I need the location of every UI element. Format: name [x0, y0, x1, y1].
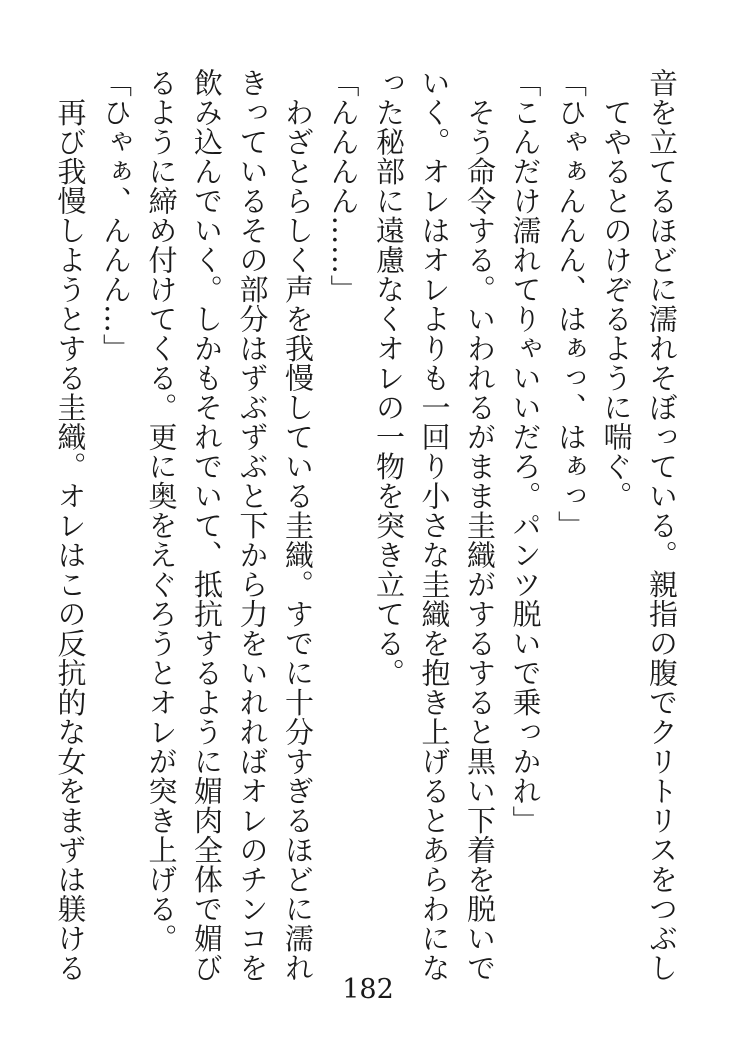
text-line-14: 再び我慢しようとする圭織。オレはこの反抗的な女をまずは躾ける — [53, 68, 88, 983]
text-line-9: わざとらしく声を我慢している圭織。すでに十分すぎるほどに濡れ — [281, 68, 315, 983]
text-line-10: きっているその部分はずぶずぶと下から力をいれればオレのチンコを — [235, 68, 270, 983]
text-line-11: 飲み込んでいく。しかもそれでいて、抵抗するように媚肉全体で媚び — [190, 68, 224, 983]
text-line-12: るように締め付けてくる。更に奥をえぐろうとオレが突き上げる。 — [144, 68, 179, 953]
text-line-7: った秘部に遠慮なくオレの一物を突き立てる。 — [372, 68, 406, 688]
text-line-3: 「ひゃぁんんん、はぁっ、はぁっ」 — [554, 68, 588, 540]
vertical-text-body — [44, 68, 684, 983]
text-line-2: てやるとのけぞるように喘ぐ。 — [599, 68, 634, 511]
text-line-8: 「んんんん……」 — [326, 68, 361, 304]
text-line-13: 「ひゃぁ、んんん…」 — [99, 68, 133, 363]
text-line-6: いく。オレはオレよりも一回り小さな圭織を抱き上げるとあらわにな — [417, 68, 452, 983]
text-line-1: 音を立てるほどに濡れそぼっている。親指の腹でクリトリスをつぶし — [645, 68, 679, 983]
text-line-4: 「こんだけ濡れてりゃいいだろ。パンツ脱いで乗っかれ」 — [508, 68, 543, 835]
page-number: 182 — [342, 974, 394, 1005]
text-line-5: そう命令する。いわれるがまま圭織がするすると黒い下着を脱いで — [463, 68, 497, 983]
